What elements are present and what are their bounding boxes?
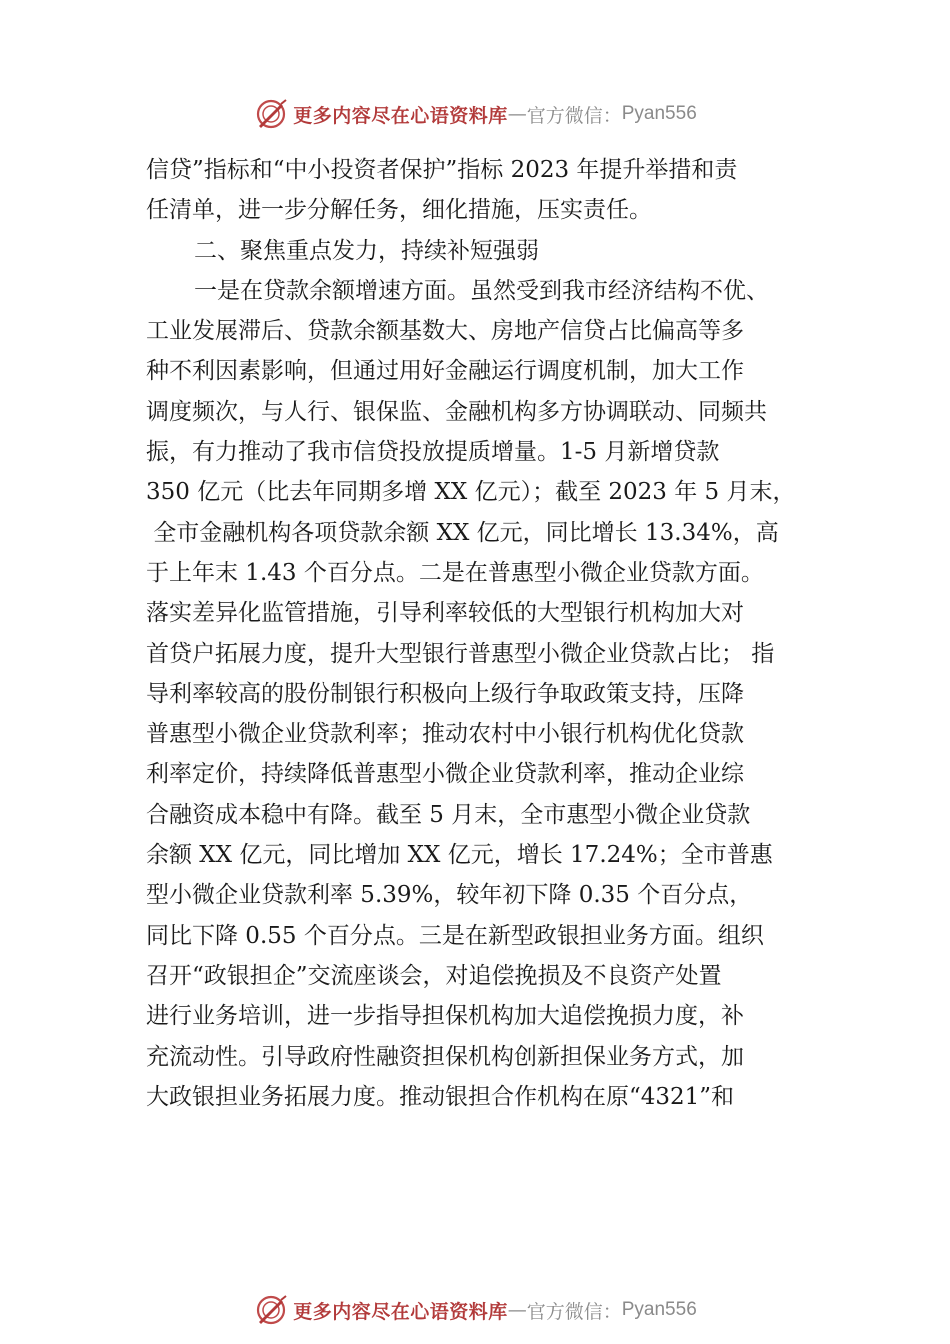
text-line: 余额 XX 亿元，同比增加 XX 亿元，增长 17.24%；全市普惠 bbox=[146, 842, 773, 869]
brand-logo-icon bbox=[253, 1292, 289, 1328]
text-line: 召开“政银担企”交流座谈会，对追偿挽损及不良资产处置 bbox=[146, 962, 722, 989]
text-line: 大政银担业务拓展力度。推动银担合作机构在原“4321”和 bbox=[146, 1083, 735, 1110]
watermark-brand-text: 更多内容尽在心语资料库 bbox=[293, 1300, 508, 1323]
text-line: 信贷”指标和“中小投资者保护”指标 2023 年提升举措和责 bbox=[146, 157, 738, 183]
watermark-wechat-id: Pyan556 bbox=[621, 1299, 697, 1320]
section-heading: 二、聚焦重点发力，持续补短强弱 bbox=[194, 237, 539, 264]
brand-logo-icon bbox=[253, 96, 289, 132]
text-line: 合融资成本稳中有降。截至 5 月末，全市惠型小微企业贷款 bbox=[146, 801, 751, 828]
text-line: 进行业务培训，进一步指导担保机构加大追偿挽损力度，补 bbox=[146, 1003, 744, 1030]
text-line: 导利率较高的股份制银行积极向上级行争取政策支持，压降 bbox=[146, 680, 744, 707]
text-line: 一是在贷款余额增速方面。虽然受到我市经济结构不优、 bbox=[194, 277, 769, 304]
text-line: 任清单，进一步分解任务，细化措施，压实责任。 bbox=[146, 197, 652, 224]
text-line: 首贷户拓展力度，提升大型银行普惠型小微企业贷款占比； 指 bbox=[146, 640, 775, 667]
watermark-separator: — bbox=[507, 103, 527, 125]
text-line: 型小微企业贷款利率 5.39%，较年初下降 0.35 个百分点， bbox=[146, 882, 753, 909]
footer-watermark bbox=[0, 1290, 950, 1330]
text-line: 振，有力推动了我市信贷投放提质增量。1-5 月新增贷款 bbox=[146, 439, 720, 466]
text-line: 全市金融机构各项贷款余额 XX 亿元，同比增长 13.34%，高 bbox=[146, 519, 779, 546]
document-body bbox=[146, 150, 830, 1117]
text-line: 于上年末 1.43 个百分点。二是在普惠型小微企业贷款方面。 bbox=[146, 559, 764, 586]
watermark-wechat-id: Pyan556 bbox=[621, 103, 697, 124]
watermark-label: 官方微信： bbox=[526, 1300, 622, 1323]
header-watermark bbox=[0, 94, 950, 134]
watermark-separator: — bbox=[507, 1299, 527, 1321]
text-line: 同比下降 0.55 个百分点。三是在新型政银担业务方面。组织 bbox=[146, 922, 764, 949]
text-line: 普惠型小微企业贷款利率；推动农村中小银行机构优化贷款 bbox=[146, 721, 744, 748]
text-line: 350 亿元（比去年同期多增 XX 亿元）；截至 2023 年 5 月末， bbox=[146, 479, 796, 506]
text-line: 利率定价，持续降低普惠型小微企业贷款利率，推动企业综 bbox=[146, 761, 744, 788]
text-line: 种不利因素影响，但通过用好金融运行调度机制，加大工作 bbox=[146, 358, 744, 385]
watermark-brand-text: 更多内容尽在心语资料库 bbox=[293, 104, 508, 127]
text-line: 充流动性。引导政府性融资担保机构创新担保业务方式，加 bbox=[146, 1043, 744, 1070]
text-line: 工业发展滞后、贷款余额基数大、房地产信贷占比偏高等多 bbox=[146, 318, 744, 345]
text-line: 调度频次，与人行、银保监、金融机构多方协调联动、同频共 bbox=[146, 398, 767, 425]
watermark-label: 官方微信： bbox=[526, 104, 622, 127]
text-line: 落实差异化监管措施，引导利率较低的大型银行机构加大对 bbox=[146, 600, 744, 627]
